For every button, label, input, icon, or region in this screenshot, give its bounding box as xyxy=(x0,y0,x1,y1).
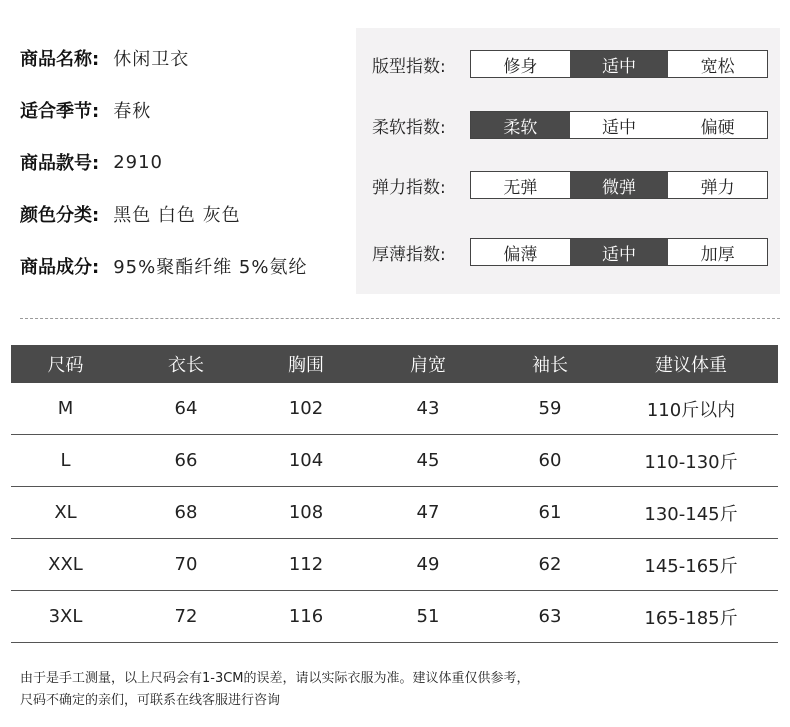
table-cell: 66 xyxy=(174,450,198,471)
index-option: 偏硬 xyxy=(700,117,735,138)
info-key: 颜色分类: xyxy=(20,205,100,226)
table-row xyxy=(11,539,778,591)
table-cell: 3XL xyxy=(48,606,83,627)
index-label: 柔软指数: xyxy=(372,117,446,138)
note-line-2: 尺码不确定的亲们，可联系在线客服进行咨询 xyxy=(20,693,281,708)
info-key: 适合季节: xyxy=(20,101,100,122)
index-row-fit xyxy=(372,50,768,78)
index-label: 厚薄指数: xyxy=(372,244,446,265)
table-cell: 61 xyxy=(538,502,562,523)
info-row-name xyxy=(20,32,350,84)
info-value: 春秋 xyxy=(113,101,152,122)
column-header: 胸围 xyxy=(288,355,324,376)
column-header: 尺码 xyxy=(47,355,84,376)
table-cell: 49 xyxy=(416,554,440,575)
product-info xyxy=(20,32,350,292)
index-bar xyxy=(470,171,768,199)
table-cell: 64 xyxy=(174,398,198,419)
index-option: 适中 xyxy=(570,51,669,77)
index-option: 适中 xyxy=(602,117,636,138)
table-cell: 62 xyxy=(538,554,562,575)
table-cell: 68 xyxy=(174,502,198,523)
index-bar xyxy=(470,111,768,139)
info-row-season xyxy=(20,84,350,136)
index-bar xyxy=(470,238,768,266)
table-row xyxy=(11,435,778,487)
info-value: 休闲卫衣 xyxy=(113,49,190,70)
table-header xyxy=(11,345,778,383)
dashed-divider xyxy=(20,318,780,319)
table-cell: 45 xyxy=(416,450,440,471)
table-cell: 112 xyxy=(288,554,324,575)
table-row xyxy=(11,487,778,539)
index-option: 弹力 xyxy=(700,177,735,198)
table-cell: 70 xyxy=(174,554,198,575)
table-cell: 110斤以内 xyxy=(646,399,736,421)
index-bar xyxy=(470,50,768,78)
index-option: 微弹 xyxy=(570,172,669,198)
column-header: 袖长 xyxy=(532,355,568,376)
measurement-note xyxy=(20,668,530,712)
index-row-softness xyxy=(372,111,768,139)
info-row-style-number xyxy=(20,136,350,188)
index-option: 加厚 xyxy=(700,244,735,265)
info-value: 2910 xyxy=(113,151,164,173)
index-row-thickness xyxy=(372,238,768,266)
table-cell: 43 xyxy=(416,398,440,419)
table-cell: L xyxy=(60,450,71,471)
index-option: 适中 xyxy=(570,239,669,265)
table-cell: XL xyxy=(54,502,77,523)
index-option: 修身 xyxy=(503,56,538,77)
index-row-elasticity xyxy=(372,171,768,199)
table-cell: 110-130斤 xyxy=(644,451,738,473)
info-row-colors xyxy=(20,188,350,240)
index-option: 宽松 xyxy=(700,56,735,77)
table-cell: 130-145斤 xyxy=(644,503,738,525)
index-option: 柔软 xyxy=(471,112,570,138)
table-cell: 145-165斤 xyxy=(644,555,738,577)
info-key: 商品成分: xyxy=(20,257,100,278)
table-row xyxy=(11,591,778,643)
column-header: 衣长 xyxy=(168,355,204,376)
index-option: 无弹 xyxy=(503,177,538,198)
table-cell: XXL xyxy=(48,554,83,575)
table-cell: 108 xyxy=(288,502,324,523)
size-table xyxy=(11,345,778,643)
table-cell: M xyxy=(57,398,74,419)
table-cell: 116 xyxy=(288,606,324,627)
note-line-1: 由于是手工测量，以上尺码会有1-3CM的误差，请以实际衣服为准。建议体重仅供参考， xyxy=(20,671,530,686)
table-cell: 63 xyxy=(538,606,562,627)
column-header: 建议体重 xyxy=(655,355,727,376)
index-option: 偏薄 xyxy=(503,244,538,265)
table-cell: 51 xyxy=(416,606,440,627)
column-header: 肩宽 xyxy=(410,355,446,376)
info-key: 商品款号: xyxy=(20,153,100,174)
info-value: 黑色 白色 灰色 xyxy=(113,205,241,226)
table-cell: 60 xyxy=(538,450,562,471)
index-panel xyxy=(356,28,780,294)
table-row xyxy=(11,383,778,435)
table-cell: 59 xyxy=(538,398,562,419)
table-cell: 102 xyxy=(288,398,324,419)
index-label: 弹力指数: xyxy=(372,177,446,198)
index-label: 版型指数: xyxy=(372,56,446,77)
table-cell: 47 xyxy=(416,502,440,523)
table-cell: 165-185斤 xyxy=(644,607,738,629)
info-value: 95%聚酯纤维 5%氨纶 xyxy=(113,257,308,278)
info-key: 商品名称: xyxy=(20,49,100,70)
table-cell: 72 xyxy=(174,606,198,627)
table-cell: 104 xyxy=(288,450,324,471)
info-row-material xyxy=(20,240,350,292)
